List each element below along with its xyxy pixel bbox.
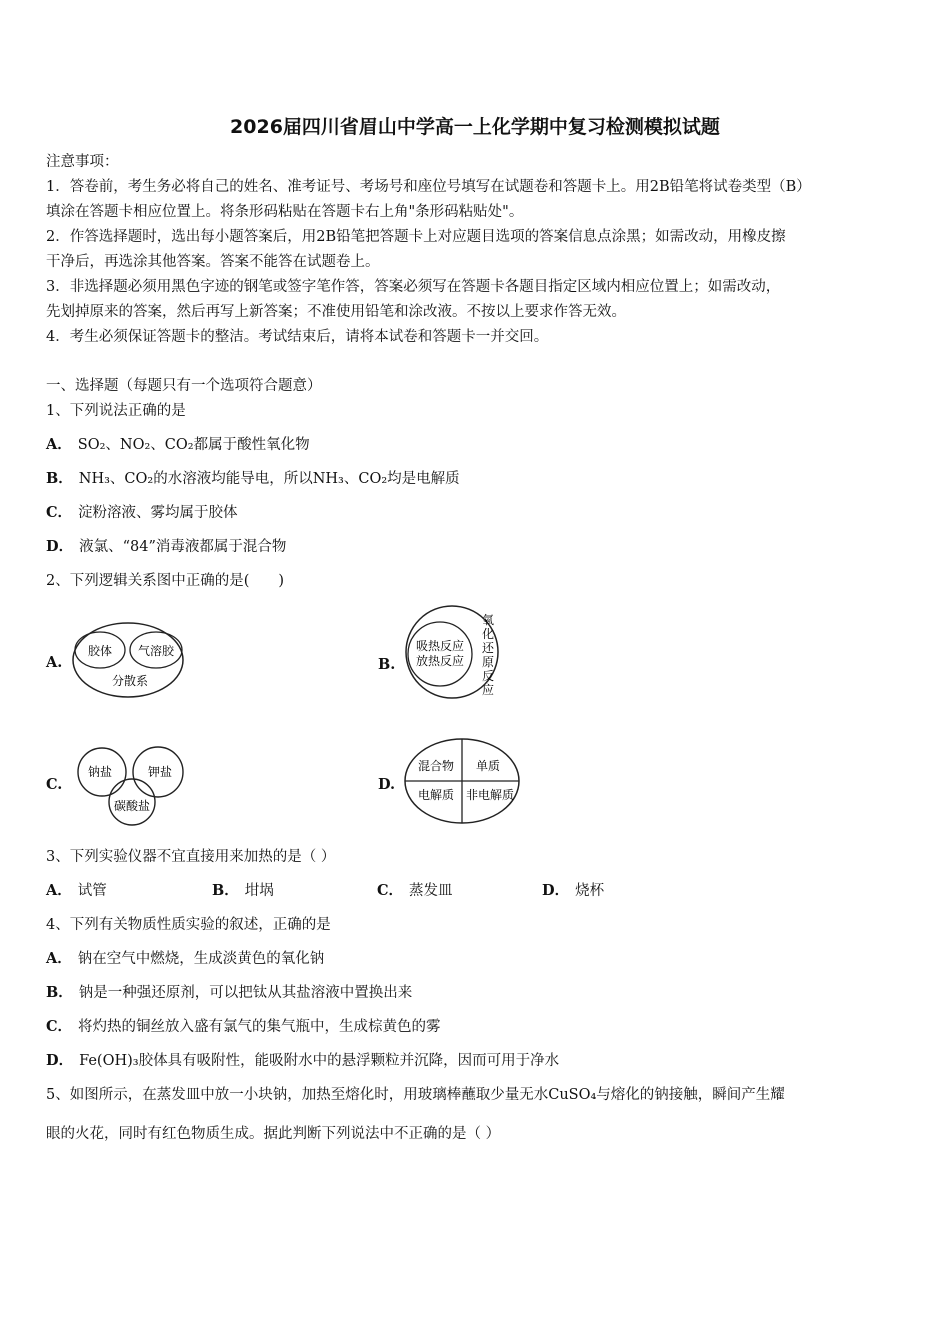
figure-a-label: A. xyxy=(46,654,63,671)
option-text: 钠是一种强还原剂，可以把钛从其盐溶液中置换出来 xyxy=(78,985,413,1001)
notice-line: 填涂在答题卡相应位置上。将条形码粘贴在答题卡右上角"条形码粘贴处"。 xyxy=(46,204,524,220)
question-5-stem-line-1: 5、如图所示，在蒸发皿中放一小块钠，加热至熔化时，用玻璃棒蘸取少量无水CuSO₄与熔化的钠接触，瞬间产生耀 xyxy=(46,1087,785,1103)
option-letter: C． xyxy=(46,504,73,521)
figure-b-outer-char: 还 xyxy=(481,641,495,655)
notice-line: 1．答卷前，考生务必将自己的姓名、准考证号、考场号和座位号填写在试题卷和答题卡上。用2B铅笔将试卷类型（B） xyxy=(46,179,811,195)
figure-c-label-1: 钠盐 xyxy=(87,765,113,779)
figure-b-outer-char: 应 xyxy=(481,683,495,697)
question-1-option-b xyxy=(46,469,460,489)
section-heading: 一、选择题（每题只有一个选项符合题意） xyxy=(46,378,322,394)
option-letter: D． xyxy=(542,882,570,899)
figure-b-inner-label-1: 吸热反应 xyxy=(415,639,465,653)
question-5-stem-line-2: 眼的火花，同时有红色物质生成。据此判断下列说法中不正确的是（ ） xyxy=(46,1126,501,1142)
question-4-option-c xyxy=(46,1017,441,1037)
question-3-option-b xyxy=(212,881,274,901)
notice-line: 干净后，再选涂其他答案。答案不能答在试题卷上。 xyxy=(46,254,380,270)
question-2-stem: 2、下列逻辑关系图中正确的是( ) xyxy=(46,573,285,589)
figure-c-label-2: 钾盐 xyxy=(147,765,173,779)
figure-b-inner-label-2: 放热反应 xyxy=(415,654,465,668)
option-letter: D． xyxy=(46,1052,74,1069)
question-1-option-c xyxy=(46,503,238,523)
option-letter: A． xyxy=(46,882,72,899)
notice-heading: 注意事项： xyxy=(46,154,119,170)
question-3-option-c xyxy=(377,881,453,901)
figure-c-diagram xyxy=(70,744,190,828)
question-1-option-d xyxy=(46,537,286,557)
option-letter: B． xyxy=(46,470,73,487)
figure-d-quadrant-1: 混合物 xyxy=(417,759,455,773)
option-text: 淀粉溶液、雾均属于胶体 xyxy=(78,505,238,521)
figure-a-diagram xyxy=(70,620,190,700)
question-1-stem: 1、下列说法正确的是 xyxy=(46,403,186,419)
page-title: 2026届四川省眉山中学高一上化学期中复习检测模拟试题 xyxy=(230,116,720,138)
option-letter: A． xyxy=(46,950,72,967)
option-letter: D． xyxy=(46,538,74,555)
question-3-option-a xyxy=(46,881,107,901)
question-1-option-a xyxy=(46,435,310,455)
question-4-option-d xyxy=(46,1051,559,1071)
figure-c-label-3: 碳酸盐 xyxy=(113,799,151,813)
option-letter: B． xyxy=(46,984,73,1001)
option-text: 烧杯 xyxy=(575,883,605,899)
notice-line: 先划掉原来的答案，然后再写上新答案；不准使用铅笔和涂改液。不按以上要求作答无效。 xyxy=(46,304,626,320)
figure-b-label: B. xyxy=(378,656,396,673)
figure-a-outer-label: 分散系 xyxy=(111,674,149,688)
figure-d-label: D. xyxy=(378,776,396,793)
option-letter: B． xyxy=(212,882,239,899)
option-text: 将灼热的铜丝放入盛有氯气的集气瓶中，生成棕黄色的雾 xyxy=(78,1019,441,1035)
figure-a-left-label: 胶体 xyxy=(87,644,113,658)
option-text: 液氯、“84”消毒液都属于混合物 xyxy=(79,539,287,555)
option-text: 坩埚 xyxy=(244,883,274,899)
notice-line: 2．作答选择题时，选出每小题答案后，用2B铅笔把答题卡上对应题目选项的答案信息点涂黑；如需改动，用橡皮擦 xyxy=(46,229,786,245)
figure-b-outer-char: 化 xyxy=(481,627,495,641)
notice-line: 3．非选择题必须用黑色字迹的钢笔或签字笔作答，答案必须写在答题卡各题目指定区域内相应位置上；如需改动， xyxy=(46,279,781,295)
option-text: NH₃、CO₂的水溶液均能导电，所以NH₃、CO₂均是电解质 xyxy=(78,471,460,487)
option-letter: C． xyxy=(46,1018,73,1035)
question-4-option-a xyxy=(46,949,324,969)
question-3-stem: 3、下列实验仪器不宜直接用来加热的是（ ） xyxy=(46,849,336,865)
option-letter: A． xyxy=(46,436,72,453)
figure-d-quadrant-4: 非电解质 xyxy=(465,788,515,802)
figure-d-quadrant-2: 单质 xyxy=(475,759,501,773)
figure-b-outer-char: 氧 xyxy=(481,613,495,627)
figure-c-label: C. xyxy=(46,776,63,793)
option-text: Fe(OH)₃胶体具有吸附性，能吸附水中的悬浮颗粒并沉降，因而可用于净水 xyxy=(79,1053,560,1069)
figure-b-outer-char: 原 xyxy=(481,655,495,669)
question-4-option-b xyxy=(46,983,412,1003)
option-text: SO₂、NO₂、CO₂都属于酸性氧化物 xyxy=(77,437,310,453)
figure-b-diagram xyxy=(400,602,510,702)
notice-line: 4．考生必须保证答题卡的整洁。考试结束后，请将本试卷和答题卡一并交回。 xyxy=(46,329,549,345)
figure-a-right-label: 气溶胶 xyxy=(137,644,175,658)
figure-d-diagram xyxy=(402,736,526,828)
question-4-stem: 4、下列有关物质性质实验的叙述，正确的是 xyxy=(46,917,331,933)
question-3-option-d xyxy=(542,881,604,901)
option-letter: C． xyxy=(377,882,404,899)
option-text: 蒸发皿 xyxy=(409,883,453,899)
figure-d-quadrant-3: 电解质 xyxy=(417,788,455,802)
figure-b-outer-char: 反 xyxy=(481,669,495,683)
option-text: 试管 xyxy=(77,883,107,899)
option-text: 钠在空气中燃烧，生成淡黄色的氧化钠 xyxy=(77,951,325,967)
